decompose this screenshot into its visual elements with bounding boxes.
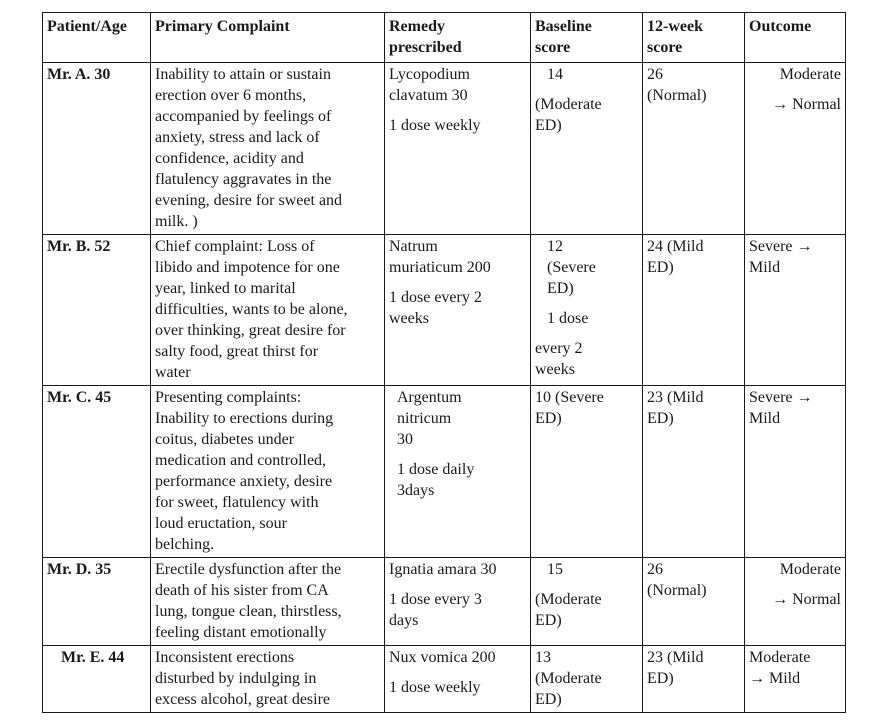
header-primary-complaint: Primary Complaint <box>151 13 385 63</box>
baseline-cell <box>531 558 643 646</box>
complaint-line: over thinking, great desire for <box>155 322 346 339</box>
baseline-value: 15 <box>547 561 563 578</box>
baseline-cell <box>531 646 643 713</box>
table-row-patient-a <box>43 63 846 235</box>
complaint-line: loud eructation, sour <box>155 515 287 532</box>
remedy-line: 30 <box>397 431 413 448</box>
week12-value: 26 <box>647 561 663 578</box>
outcome-cell <box>745 646 846 713</box>
remedy-dose-line: days <box>389 612 419 629</box>
complaint-line: Chief complaint: Loss of <box>155 238 315 255</box>
complaint-line: anxiety, stress and lack of <box>155 129 320 146</box>
remedy-cell <box>385 63 531 235</box>
complaint-line: Presenting complaints: <box>155 389 302 406</box>
header-remedy-line2: prescribed <box>389 39 462 56</box>
remedy-dose-line: 1 dose every 2 <box>389 289 482 306</box>
header-baseline-line2: score <box>535 39 571 56</box>
baseline-cell <box>531 235 643 386</box>
remedy-dose-line: 1 dose weekly <box>389 679 481 696</box>
remedy-line: Nux vomica 200 <box>389 649 496 666</box>
week12-value: 24 (Mild <box>647 238 704 255</box>
header-remedy-prescribed <box>385 13 531 63</box>
complaint-line: Erectile dysfunction after the <box>155 561 342 578</box>
baseline-value: 12 <box>547 238 563 255</box>
header-baseline-score <box>531 13 643 63</box>
complaint-line: feeling distant emotionally <box>155 624 327 641</box>
complaint-line: milk. ) <box>155 213 198 230</box>
outcome-cell <box>745 386 846 558</box>
complaint-line: erection over 6 months, <box>155 87 307 104</box>
week12-cell <box>643 386 745 558</box>
complaint-line: belching. <box>155 536 215 553</box>
table-row-patient-e <box>43 646 846 713</box>
week12-cell <box>643 558 745 646</box>
baseline-dose-line: every 2 <box>535 340 583 357</box>
complaint-line: salty food, great thirst for <box>155 343 319 360</box>
complaint-line: confidence, acidity and <box>155 150 304 167</box>
remedy-line: Lycopodium <box>389 66 470 83</box>
outcome-line: Moderate <box>779 66 841 83</box>
header-patient-age: Patient/Age <box>43 13 151 63</box>
outcome-line: → Normal <box>772 96 841 113</box>
complaint-line: performance anxiety, desire <box>155 473 333 490</box>
baseline-line: (Moderate <box>535 96 602 113</box>
baseline-dose-line: weeks <box>535 361 575 378</box>
baseline-value: 10 (Severe <box>535 389 604 406</box>
complaint-line: flatulency aggravates in the <box>155 171 332 188</box>
remedy-cell <box>385 558 531 646</box>
complaint-line: death of his sister from CA <box>155 582 329 599</box>
baseline-line: (Moderate <box>535 591 602 608</box>
complaint-line: Inability to erections during <box>155 410 334 427</box>
outcome-line: Severe → <box>749 389 813 406</box>
remedy-line: Natrum <box>389 238 438 255</box>
header-week12-line1: 12-week <box>647 18 703 35</box>
complaint-cell <box>151 386 385 558</box>
table-row-patient-b <box>43 235 846 386</box>
baseline-line: (Severe <box>547 259 596 276</box>
remedy-dose-line: 3days <box>397 482 435 499</box>
outcome-line: Moderate <box>779 561 841 578</box>
week12-cell <box>643 63 745 235</box>
remedy-line: Argentum <box>397 389 462 406</box>
header-outcome: Outcome <box>745 13 846 63</box>
complaint-cell <box>151 235 385 386</box>
complaint-line: evening, desire for sweet and <box>155 192 343 209</box>
complaint-line: year, linked to marital <box>155 280 296 297</box>
complaint-line: Inconsistent erections <box>155 649 295 666</box>
baseline-line: ED) <box>535 410 562 427</box>
complaint-line: lung, tongue clean, thirstless, <box>155 603 342 620</box>
treatment-outcomes-table <box>42 12 846 713</box>
baseline-cell <box>531 386 643 558</box>
baseline-value: 13 <box>535 649 551 666</box>
remedy-cell <box>385 646 531 713</box>
complaint-line: libido and impotence for one <box>155 259 340 276</box>
complaint-line: Inability to attain or sustain <box>155 66 331 83</box>
week12-line: ED) <box>647 259 674 276</box>
complaint-line: excess alcohol, great desire <box>155 691 331 708</box>
outcome-line: Moderate <box>749 649 811 666</box>
table-row-patient-c <box>43 386 846 558</box>
patient-cell: Mr. D. 35 <box>43 558 151 646</box>
complaint-line: medication and controlled, <box>155 452 327 469</box>
remedy-line: muriaticum 200 <box>389 259 491 276</box>
outcome-cell <box>745 63 846 235</box>
remedy-cell <box>385 235 531 386</box>
baseline-value: 14 <box>547 66 563 83</box>
patient-cell: Mr. A. 30 <box>43 63 151 235</box>
complaint-line: for sweet, flatulency with <box>155 494 319 511</box>
complaint-line: water <box>155 364 191 381</box>
baseline-line: ED) <box>535 612 562 629</box>
header-12-week-score <box>643 13 745 63</box>
outcome-cell <box>745 235 846 386</box>
remedy-dose-line: 1 dose every 3 <box>389 591 482 608</box>
complaint-line: difficulties, wants to be alone, <box>155 301 348 318</box>
baseline-line: ED) <box>535 691 562 708</box>
week12-cell <box>643 646 745 713</box>
header-row <box>43 13 846 63</box>
week12-line: ED) <box>647 410 674 427</box>
outcome-cell <box>745 558 846 646</box>
remedy-line: Ignatia amara 30 <box>389 561 497 578</box>
table-row-patient-d <box>43 558 846 646</box>
complaint-line: accompanied by feelings of <box>155 108 332 125</box>
patient-cell: Mr. B. 52 <box>43 235 151 386</box>
week12-line: (Normal) <box>647 582 707 599</box>
week12-cell <box>643 235 745 386</box>
outcome-line: Mild <box>749 259 781 276</box>
remedy-cell <box>385 386 531 558</box>
patient-cell: Mr. C. 45 <box>43 386 151 558</box>
complaint-line: coitus, diabetes under <box>155 431 295 448</box>
outcome-line: → Mild <box>749 670 801 687</box>
week12-value: 26 <box>647 66 663 83</box>
week12-line: ED) <box>647 670 674 687</box>
baseline-dose-line: 1 dose <box>547 310 589 327</box>
remedy-dose-line: weeks <box>389 310 429 327</box>
remedy-dose-line: 1 dose weekly <box>389 117 481 134</box>
header-baseline-line1: Baseline <box>535 18 592 35</box>
complaint-line: disturbed by indulging in <box>155 670 317 687</box>
week12-value: 23 (Mild <box>647 389 704 406</box>
outcome-line: Mild <box>749 410 781 427</box>
complaint-cell <box>151 558 385 646</box>
baseline-line: ED) <box>547 280 574 297</box>
complaint-cell <box>151 63 385 235</box>
header-remedy-line1: Remedy <box>389 18 445 35</box>
baseline-cell <box>531 63 643 235</box>
patient-cell: Mr. E. 44 <box>43 646 151 713</box>
baseline-line: (Moderate <box>535 670 602 687</box>
remedy-dose-line: 1 dose daily <box>397 461 475 478</box>
outcome-line: Severe → <box>749 238 813 255</box>
baseline-line: ED) <box>535 117 562 134</box>
remedy-line: nitricum <box>397 410 452 427</box>
outcome-line: → Normal <box>772 591 841 608</box>
week12-value: 23 (Mild <box>647 649 704 666</box>
table-header <box>43 13 846 63</box>
complaint-cell <box>151 646 385 713</box>
remedy-line: clavatum 30 <box>389 87 468 104</box>
week12-line: (Normal) <box>647 87 707 104</box>
header-week12-line2: score <box>647 39 683 56</box>
